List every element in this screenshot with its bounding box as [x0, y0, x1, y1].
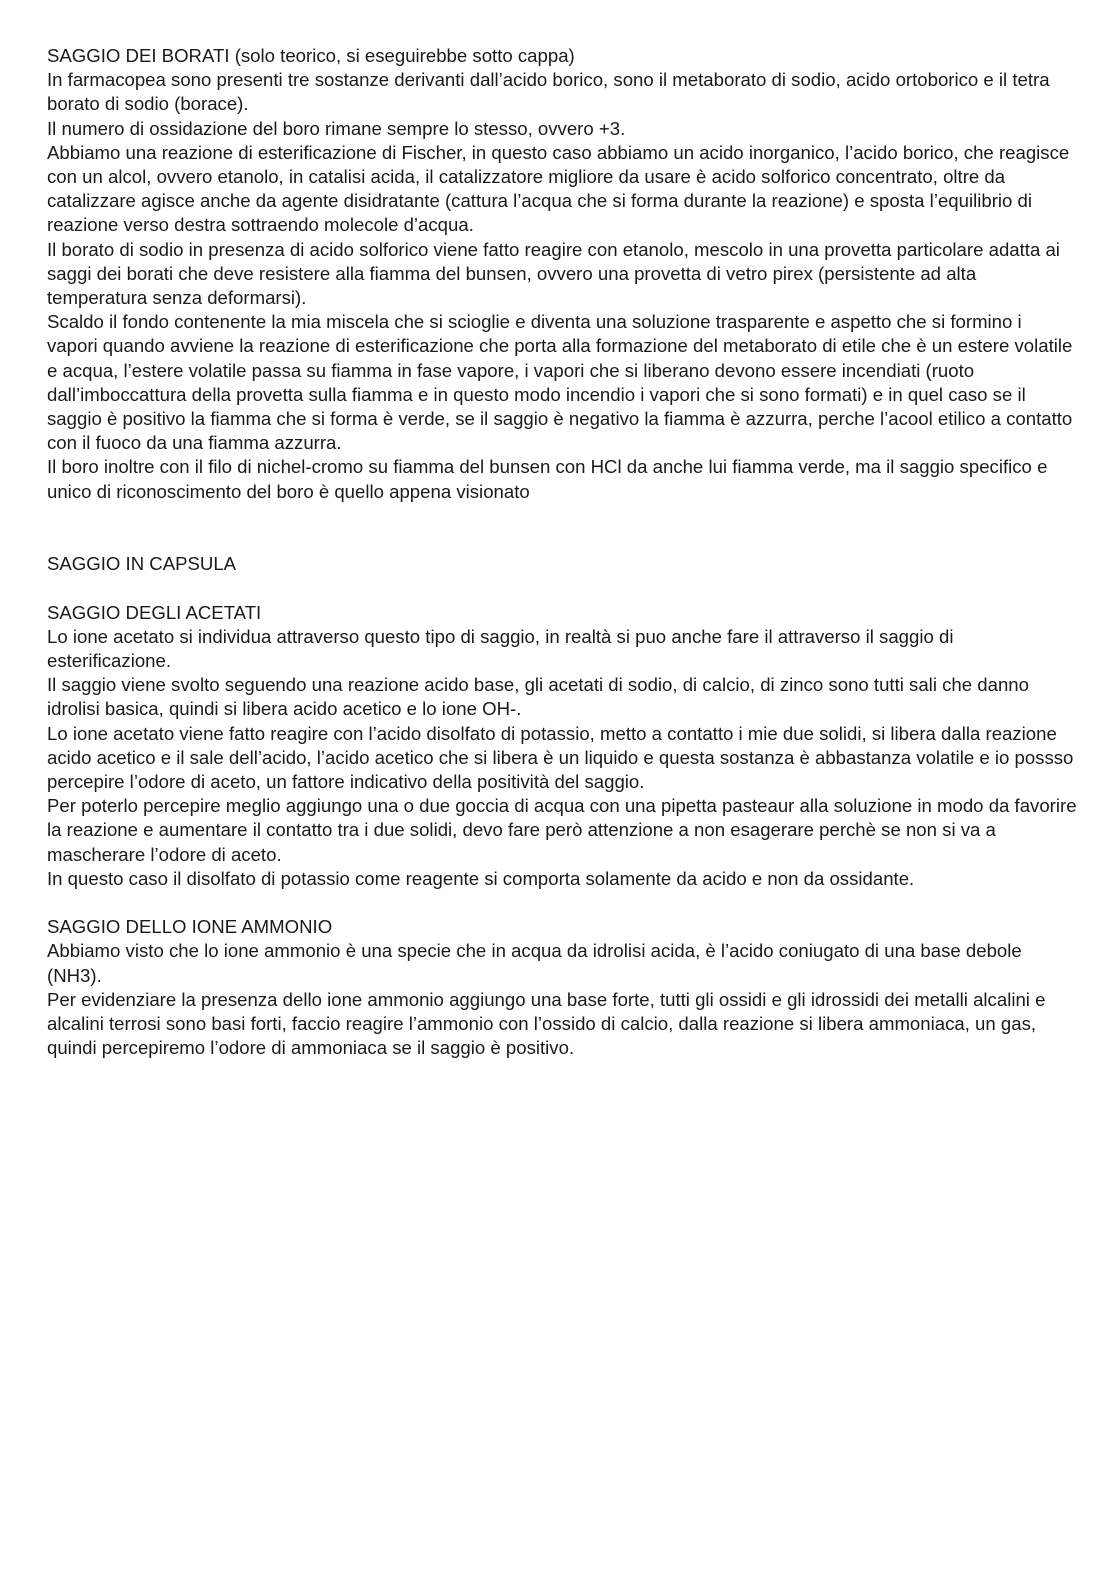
spacer — [47, 504, 1077, 552]
section-ammonio — [47, 915, 1077, 1060]
section-acetati — [47, 601, 1077, 891]
spacer — [47, 891, 1077, 915]
section-heading: SAGGIO DEI BORATI (solo teorico, si eseguirebbe sotto cappa) — [47, 45, 575, 66]
paragraph: Lo ione acetato si individua attraverso questo tipo di saggio, in realtà si puo anche fare il attraverso il saggio di esterificazione. — [47, 625, 954, 672]
section-borati — [47, 44, 1077, 504]
section-capsula — [47, 552, 1077, 576]
paragraph: Il borato di sodio in presenza di acido solforico viene fatto reagire con etanolo, mescolo in una provetta particolare adatta ai saggi dei borati che deve resistere alla fiamma del bunsen, ovvero una provetta di vetro pirex (persistente ad alta temperatura senza deformarsi). — [47, 238, 1060, 309]
paragraph: Per evidenziare la presenza dello ione ammonio aggiungo una base forte, tutti gli ossidi e gli idrossidi dei metalli alcalini e alcalini terrosi sono basi forti, faccio reagire l’ammonio con l’ossido di calcio, dalla reazione si libera ammoniaca, un gas, quindi percepiremo l’odore di ammoniaca se il saggio è positivo. — [47, 988, 1046, 1059]
paragraph: Abbiamo visto che lo ione ammonio è una specie che in acqua da idrolisi acida, è l’acido coniugato di una base debole (NH3). — [47, 940, 1022, 986]
paragraph: Il boro inoltre con il filo di nichel-cromo su fiamma del bunsen con HCl da anche lui fiamma verde, ma il saggio specifico e unico di riconoscimento del boro è quello appena visionato — [47, 456, 1048, 502]
paragraph: Lo ione acetato viene fatto reagire con l’acido disolfato di potassio, metto a contatto i mie due solidi, si libera dalla reazione acido acetico e il sale dell’acido, l’acido acetico che si libera è un liquido e questa sostanza è abbastanza volatile e io possso percepire l’odore di aceto, un fattore indicativo della positività del saggio. — [47, 722, 1074, 793]
paragraph: Per poterlo percepire meglio aggiungo una o due goccia di acqua con una pipetta pasteaur alla soluzione in modo da favorire la reazione e aumentare il contatto tra i due solidi, devo fare però attenzione a non esagerare perchè se non si va a mascherare l’odore di aceto. — [47, 795, 1077, 865]
section-heading: SAGGIO DEGLI ACETATI — [47, 601, 262, 623]
document-page — [47, 44, 1077, 1060]
paragraph: Il numero di ossidazione del boro rimane sempre lo stesso, ovvero +3. — [47, 117, 626, 139]
section-heading: SAGGIO DELLO IONE AMMONIO — [47, 916, 333, 938]
paragraph: Il saggio viene svolto seguendo una reazione acido base, gli acetati di sodio, di calcio, di zinco sono tutti sali che danno idrolisi basica, quindi si libera acido acetico e lo ione OH-. — [47, 674, 1029, 720]
section-heading: SAGGIO IN CAPSULA — [47, 553, 237, 575]
paragraph: Abbiamo una reazione di esterificazione di Fischer, in questo caso abbiamo un acido inorganico, l’acido borico, che reagisce con un alcol, ovvero etanolo, in catalisi acida, il catalizzatore migliore da usare è acido solforico concentrato, oltre da catalizzare agisce anche da agente disidratante (cattura l’acqua che si forma durante la reazione) e sposta l’equilibrio di reazione verso destra sottraendo molecole d’acqua. — [47, 141, 1070, 236]
paragraph: Scaldo il fondo contenente la mia miscela che si scioglie e diventa una soluzione trasparente e aspetto che si formino i vapori quando avviene la reazione di esterificazione che porta alla formazione del metaborato di etile che è un estere volatile e acqua, l’estere volatile passa su fiamma in fase vapore, i vapori che si liberano devono essere incendiati (ruoto dall’imboccattura della provetta sulla fiamma e in questo modo incendio i vapori che si sono formati) e in quel caso se il saggio è positivo la fiamma che si forma è verde, se il saggio è negativo la fiamma è azzurra, perche l’acool etilico a contatto con il fuoco da una fiamma azzurra. — [47, 311, 1073, 454]
spacer — [47, 576, 1077, 600]
paragraph: In farmacopea sono presenti tre sostanze derivanti dall’acido borico, sono il metaborato di sodio, acido ortoborico e il tetra borato di sodio (borace). — [47, 69, 1050, 115]
paragraph: In questo caso il disolfato di potassio come reagente si comporta solamente da acido e non da ossidante. — [47, 867, 915, 889]
